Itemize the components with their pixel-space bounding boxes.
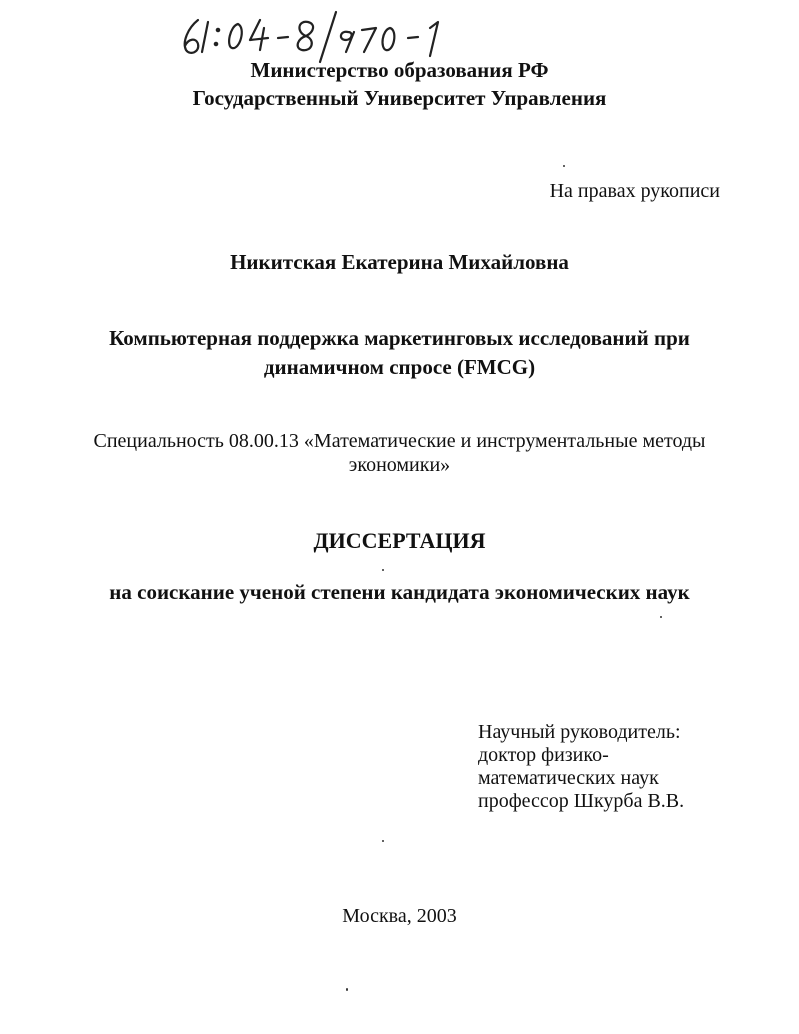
specialty-line-2: экономики» [348,454,451,476]
author-name: Никитская Екатерина Михайловна [230,250,569,274]
city-year: Москва, 2003 [342,905,457,927]
scan-speck [563,165,565,167]
degree-statement: на соискание ученой степени кандидата экономических наук [109,580,690,604]
scan-speck [346,988,348,991]
supervisor-block [478,721,684,813]
handwritten-archive-code [176,6,476,66]
supervisor-title-line-2: математических наук [478,767,659,789]
thesis-title-line-2: динамичном спросе (FMCG) [263,355,536,379]
manuscript-note: На правах рукописи [549,180,720,202]
scan-speck [382,840,384,842]
specialty-line-1: Специальность 08.00.13 «Математические и инструментальные методы [93,430,706,452]
supervisor-label: Научный руководитель: [478,721,681,743]
university-heading: Государственный Университет Управления [192,86,607,110]
supervisor-name: профессор Шкурба В.В. [478,790,685,812]
scan-speck [660,616,662,618]
thesis-title-line-1: Компьютерная поддержка маркетинговых исследований при [109,326,690,350]
document-type-heading: ДИССЕРТАЦИЯ [313,528,486,553]
supervisor-title-line-1: доктор физико- [478,744,609,766]
ministry-heading: Министерство образования РФ [250,58,549,82]
scan-speck [382,569,384,571]
archive-code-drawing [176,6,476,66]
